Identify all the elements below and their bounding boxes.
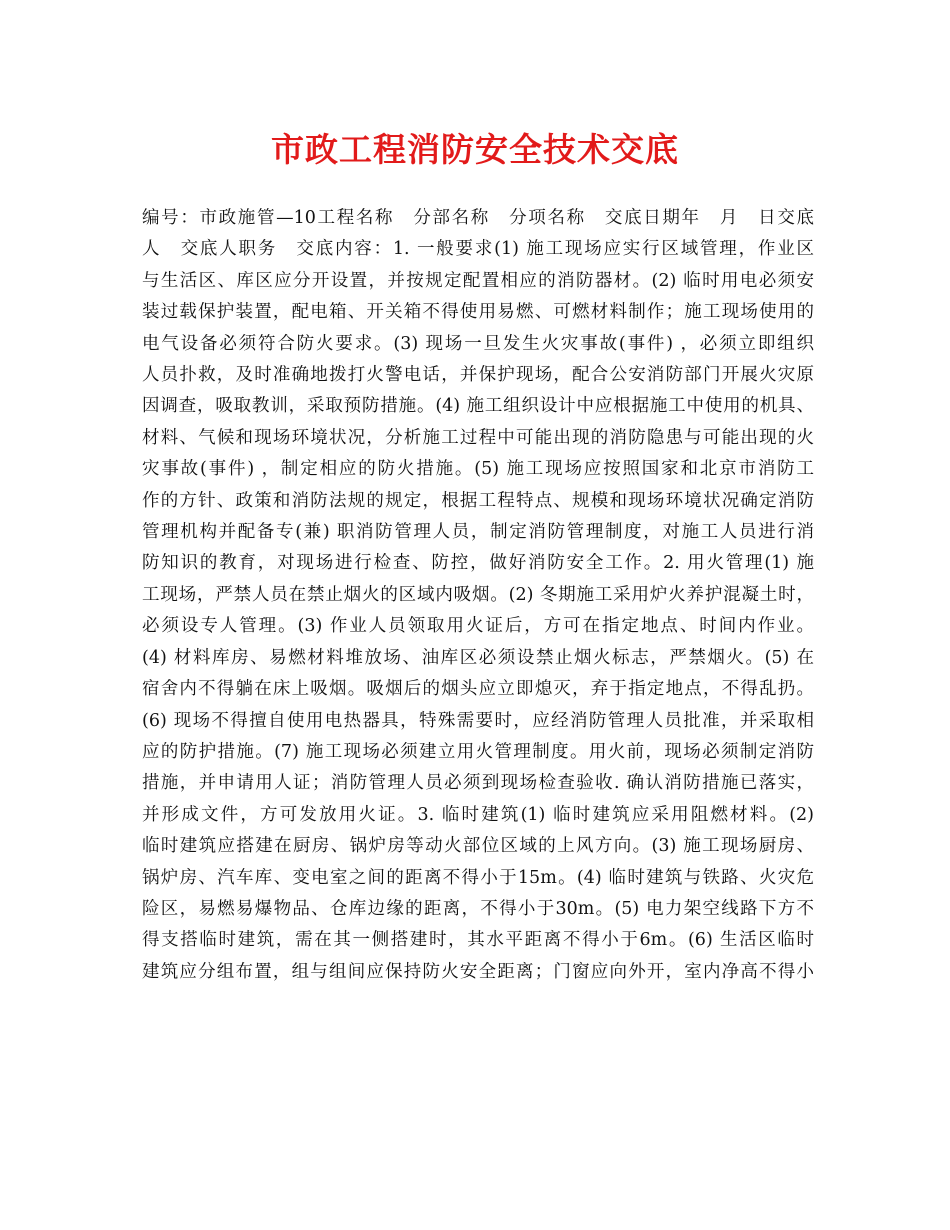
body-line: 防知识的教育，对现场进行检查、防控，做好消防安全工作。2. 用火管理(1) 施 [142, 553, 814, 574]
body-line: 并形成文件，方可发放用火证。3. 临时建筑(1) 临时建筑应采用阻燃材料。(2) [142, 804, 814, 825]
body-line: 灾事故(事件) ，制定相应的防火措施。(5) 施工现场应按照国家和北京市消防工 [142, 459, 814, 480]
body-line: 宿舍内不得躺在床上吸烟。吸烟后的烟头应立即熄灭，弃于指定地点，不得乱扔。 [142, 679, 814, 700]
document-body [142, 203, 814, 988]
body-line: 临时建筑应搭建在厨房、锅炉房等动火部位区域的上风方向。(3) 施工现场厨房、 [142, 836, 814, 857]
body-line: 电气设备必须符合防火要求。(3) 现场一旦发生火灾事故(事件) ，必须立即组织 [142, 333, 814, 354]
body-line: 锅炉房、汽车库、变电室之间的距离不得小于15m。(4) 临时建筑与铁路、火灾危 [142, 867, 814, 888]
body-line: 管理机构并配备专(兼) 职消防管理人员，制定消防管理制度，对施工人员进行消 [142, 522, 814, 543]
body-line: 与生活区、库区应分开设置，并按规定配置相应的消防器材。(2) 临时用电必须安 [142, 270, 814, 291]
body-line: 工现场，严禁人员在禁止烟火的区域内吸烟。(2) 冬期施工采用炉火养护混凝土时， [142, 584, 814, 605]
body-line: 材料、气候和现场环境状况，分析施工过程中可能出现的消防隐患与可能出现的火 [142, 427, 814, 448]
body-line: 险区，易燃易爆物品、仓库边缘的距离，不得小于30m。(5) 电力架空线路下方不 [142, 898, 814, 919]
body-line: 因调查，吸取教训，采取预防措施。(4) 施工组织设计中应根据施工中使用的机具、 [142, 396, 814, 417]
body-line: 编号：市政施管—10工程名称 分部名称 分项名称 交底日期年 月 日交底 [142, 208, 814, 228]
body-line: 措施，并申请用人证；消防管理人员必须到现场检查验收. 确认消防措施已落实， [142, 773, 814, 794]
body-line: 作的方针、政策和消防法规的规定，根据工程特点、规模和现场环境状况确定消防 [142, 490, 814, 511]
body-line: 得支搭临时建筑，需在其一侧搭建时，其水平距离不得小于6m。(6) 生活区临时 [142, 930, 814, 951]
body-line: 人 交底人职务 交底内容：1. 一般要求(1) 施工现场应实行区域管理，作业区 [142, 239, 814, 260]
document-title: 市政工程消防安全技术交底 [271, 130, 679, 169]
body-line: 建筑应分组布置，组与组间应保持防火安全距离；门窗应向外开，室内净高不得小 [142, 961, 814, 982]
body-line: (4) 材料库房、易燃材料堆放场、油库区必须设禁止烟火标志，严禁烟火。(5) 在 [142, 647, 814, 668]
body-line: 应的防护措施。(7) 施工现场必须建立用火管理制度。用火前，现场必须制定消防 [142, 741, 814, 762]
body-line: 人员扑救，及时准确地拨打火警电话，并保护现场，配合公安消防部门开展火灾原 [142, 365, 814, 386]
body-line: 装过载保护装置，配电箱、开关箱不得使用易燃、可燃材料制作；施工现场使用的 [142, 302, 814, 323]
body-line: 必须设专人管理。(3) 作业人员领取用火证后，方可在指定地点、时间内作业。 [142, 616, 814, 637]
body-line: (6) 现场不得擅自使用电热器具，特殊需要时，应经消防管理人员批准，并采取相 [142, 710, 814, 731]
